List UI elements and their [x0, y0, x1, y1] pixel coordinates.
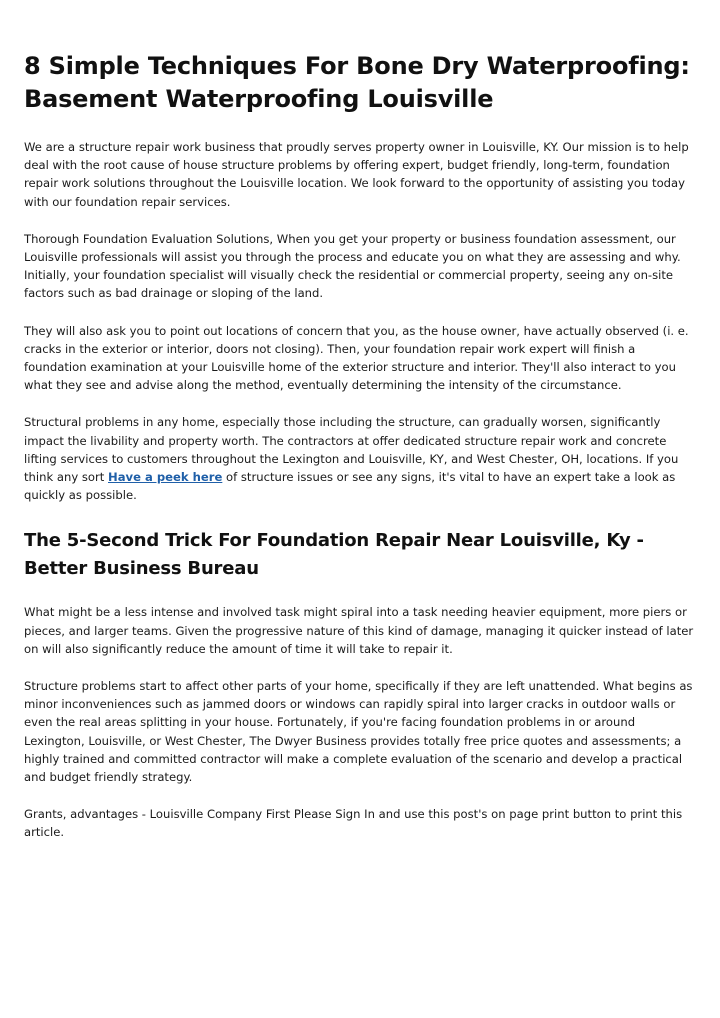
article-paragraph: They will also ask you to point out locations of concern that you, as the house owner, have actually observed (i. e. cracks in the exterior or interior, doors not closing). Then, your foundation repair work expert will finish a foundation examination at your Louisville home of the exterior structure and interior. They'll also interact to you what they see and advise along the method, eventually determining the intensity of the circumstance.: [24, 323, 689, 393]
article-paragraph: We are a structure repair work business that proudly serves property owner in Louisville, KY. Our mission is to help deal with the root cause of house structure problems by offering expert, budget friendly, long-term, foundation repair work solutions throughout the Louisville location. We look forward to the opportunity of assisting you today with our foundation repair services.: [24, 140, 689, 209]
article-paragraph: Structure problems start to affect other parts of your home, specifically if they are left unattended. What begins as minor inconveniences such as jammed doors or windows can rapidly spiral into larger cracks in outdoor walls or even the real areas splitting in your house. Fortunately, if you're facing foundation problems in or around Lexington, Louisville, or West Chester, The Dwyer Business provides totally free price quotes and assessments; a highly trained and committed contractor will make a complete evaluation of the scenario and develop a practical and budget friendly strategy.: [24, 679, 693, 785]
paragraph-text-before-link: Structural problems in any home, especially those including the structure, can gradually worsen, significantly impact the livability and property worth. The contractors at offer dedicated structure repair work and concrete lifting services to customers throughout the Lexington and Louisville, KY, and West Chester, OH, locations. If you think any sort: [24, 415, 679, 485]
article-paragraph-with-link: [24, 413, 698, 504]
section-heading: The 5-Second Trick For Foundation Repair Near Louisville, Ky - Better Business Bureau: [24, 530, 644, 580]
article-paragraph: Thorough Foundation Evaluation Solutions, When you get your property or business foundation assessment, our Louisville professionals will assist you through the process and educate you on what they are assessing and why. Initially, your foundation specialist will visually check the residential or commercial property, seeing any on-site factors such as bad drainage or sloping of the land.: [24, 231, 681, 301]
paragraph-text-after-link: of structure issues or see any signs, it's vital to have an expert take a look as quickly as possible.: [24, 470, 676, 503]
article-title: 8 Simple Techniques For Bone Dry Waterproofing: Basement Waterproofing Louisville: [24, 52, 690, 113]
article-paragraph: Grants, advantages - Louisville Company First Please Sign In and use this post's on page print button to print this article.: [24, 807, 683, 840]
have-a-peek-here-link[interactable]: Have a peek here: [108, 470, 223, 485]
article-paragraph: What might be a less intense and involved task might spiral into a task needing heavier equipment, more piers or pieces, and larger teams. Given the progressive nature of this kind of damage, managing it quicker instead of later on will also significantly reduce the amount of time it will take to repair it.: [24, 605, 694, 656]
